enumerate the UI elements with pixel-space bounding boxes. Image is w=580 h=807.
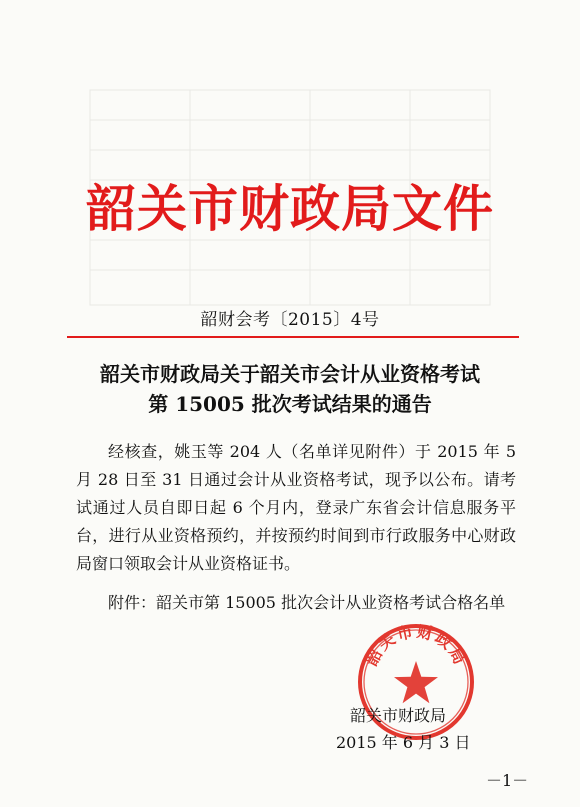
notice-body: 经核查，姚玉等 204 人（名单详见附件）于 2015 年 5 月 28 日至 31 日通过会计从业资格考试，现予以公布。请考试通过人员自即日起 6 个月内，登录广东省会计信息服务平台，进行从业资格预约，并按预约时间到市行政服务中心财政局窗口领取会计从业资格证书。: [76, 442, 516, 573]
issuer-title: 韶关市财政局文件: [86, 179, 494, 238]
notice-title-line-2: 第 15005 批次考试结果的通告: [148, 392, 432, 416]
notice-title-line-1: 韶关市财政局关于韶关市会计从业资格考试: [100, 362, 480, 386]
red-divider: [67, 336, 519, 338]
signer-name: 韶关市财政局: [350, 706, 447, 725]
attachment-note: 附件：韶关市第 15005 批次会计从业资格考试合格名单: [108, 593, 506, 612]
svg-text:韶关市财政局: [362, 622, 471, 669]
document-number: 韶财会考〔2015〕4号: [200, 310, 380, 330]
issue-date: 2015 年 6 月 3 日: [336, 733, 471, 752]
seal-text: 韶关市财政局: [361, 622, 471, 670]
notice-title: [0, 359, 580, 419]
page-number: －1－: [486, 771, 529, 790]
